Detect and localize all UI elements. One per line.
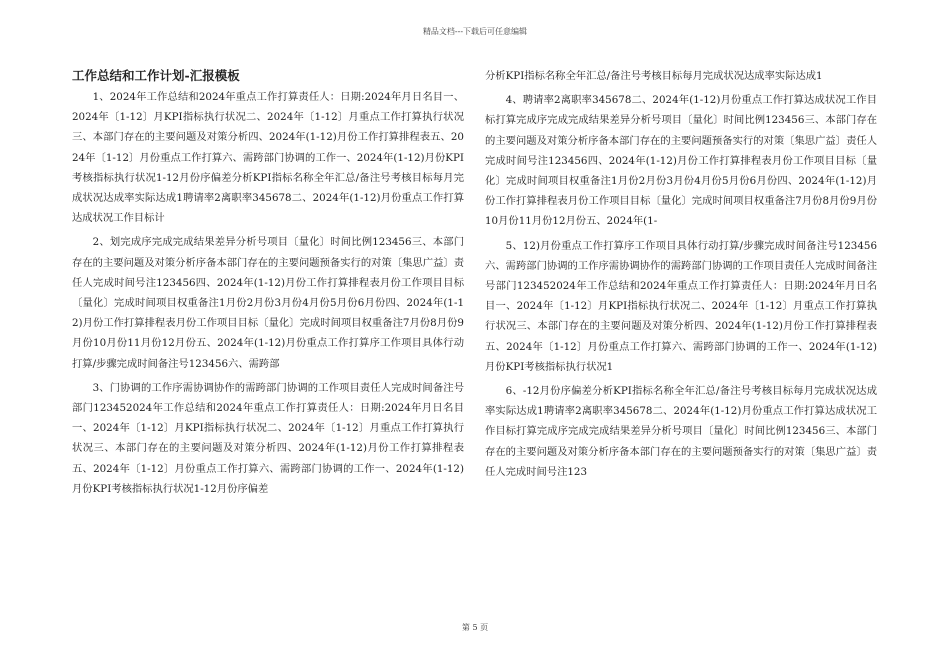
paragraph: 2、划完成序完成完成结果差异分析号项目〔量化〕时间比例123456三、本部门存在的主要问题及对策分析序备本部门存在的主要问题预备实行的对策〔集思广益〕责任人完成时间号注123456四、2024年(1-12)月份工作打算排程表月份工作项目目标〔量化〕完成时间项目权重备注1月份2月份3月份4月份5月份6月份四、2024年(1-12)月份工作打算排程表月份工作项目目标〔量化〕完成时间项目权重备注7月份8月份9月份10月份11月份12月份五、2024年(1-12)月份重点工作打算序工作项目具体行动打算/步骤完成时间备注号123456六、需跨部: [72, 236, 465, 370]
paragraph: 4、聘请率2离职率345678二、2024年(1-12)月份重点工作打算达成状况工作目标打算完成序完成完成结果差异分析号项目〔量化〕时间比例123456三、本部门存在的主要问题及对策分析序备本部门存在的主要问题预备实行的对策〔集思广益〕责任人完成时间号注123456四、2024年(1-12)月份工作打算排程表月份工作项目目标〔量化〕完成时间项目权重备注1月份2月份3月份4月份5月份6月份四、2024年(1-12)月份工作打算排程表月份工作项目目标〔量化〕完成时间项目权重备注7月份8月份9月份10月份11月份12月份五、2024年(1-: [485, 94, 877, 228]
page-number: 第 5 页: [461, 623, 489, 632]
document-title: 工作总结和工作计划-汇报模板: [72, 68, 240, 83]
paragraph: 6、-12月份序偏差分析KPI指标名称全年汇总/备注号考核目标每月完成状况达成率实际达成1聘请率2离职率345678二、2024年(1-12)月份重点工作打算达成状况工作目标打算完成序完成完成结果差异分析号项目〔量化〕时间比例123456三、本部门存在的主要问题及对策分析序备本部门存在的主要问题预备实行的对策〔集思广益〕责任人完成时间号注123: [485, 385, 877, 478]
left-column: [72, 66, 464, 503]
paragraph: 1、2024年工作总结和2024年重点工作打算责任人：日期:2024年月日名目一、2024年〔1-12〕月KPI指标执行状况二、2024年〔1-12〕月重点工作打算执行状况三、本部门存在的主要问题及对策分析四、2024年(1-12)月份工作打算排程表五、2024年〔1-12〕月份重点工作打算六、需跨部门协调的工作一、2024年(1-12)月份KPI考核指标执行状况1-12月份序偏差分析KPI指标名称全年汇总/备注号考核目标每月完成状况达成率实际达成1聘请率2离职率345678二、2024年(1-12)月份重点工作打算达成状况工作目标计: [72, 91, 464, 225]
paragraph: 3、门协调的工作序需协调协作的需跨部门协调的工作项目责任人完成时间备注号部门123452024年工作总结和2024年重点工作打算责任人：日期:2024年月日名目一、2024年〔1-12〕月KPI指标执行状况二、2024年〔1-12〕月重点工作打算执行状况三、本部门存在的主要问题及对策分析四、2024年(1-12)月份工作打算排程表五、2024年〔1-12〕月份重点工作打算六、需跨部门协调的工作一、2024年(1-12)月份KPI考核指标执行状况1-12月份序偏差: [72, 381, 464, 495]
right-column: [485, 66, 877, 486]
paragraph: 5、12)月份重点工作打算序工作项目具体行动打算/步骤完成时间备注号123456六、需跨部门协调的工作序需协调协作的需跨部门协调的工作项目责任人完成时间备注号部门123452024年工作总结和2024年重点工作打算责任人：日期:2024年月日名目一、2024年〔1-12〕月KPI指标执行状况二、2024年〔1-12〕月重点工作打算执行状况三、本部门存在的主要问题及对策分析四、2024年(1-12)月份工作打算排程表五、2024年〔1-12〕月份重点工作打算六、需跨部门协调的工作一、2024年(1-12)月份KPI考核指标执行状况1: [485, 239, 877, 373]
page-header-note: 精品文档---下载后可任意编辑: [422, 27, 528, 36]
paragraph-continuation: 分析KPI指标名称全年汇总/备注号考核目标每月完成状况达成率实际达成1: [485, 70, 823, 82]
